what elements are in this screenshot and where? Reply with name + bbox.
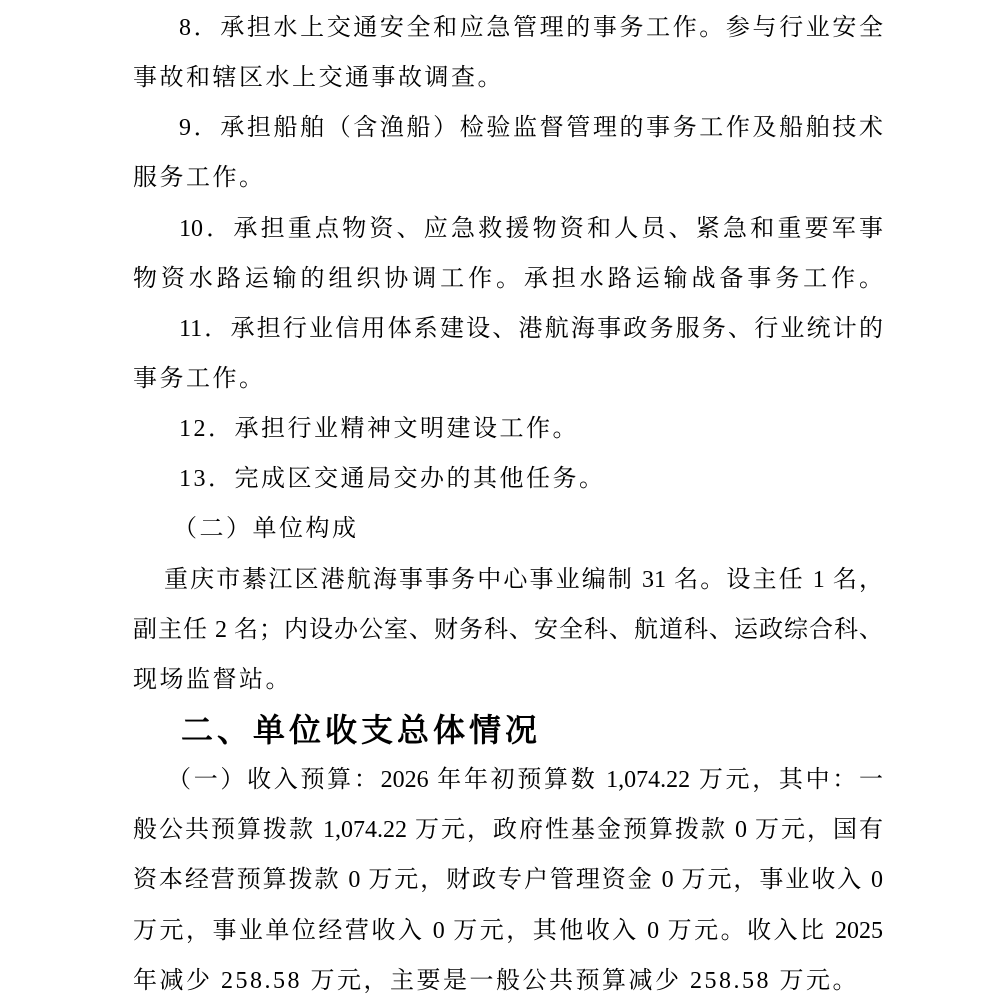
text-line: 二、单位收支总体情况 [181,711,542,748]
text-line: 事务工作。 [133,365,266,392]
text-line: 副主任 2 名；内设办公室、财务科、安全科、航道科、运政综合科、 [133,616,883,643]
text-line: 现场监督站。 [133,666,292,693]
text-line: 万元，事业单位经营收入 0 万元，其他收入 0 万元。收入比 2025 [133,917,883,944]
paragraph-duty-item-11 [133,304,883,404]
paragraph-duty-item-12 [133,404,883,454]
text-line: 物资水路运输的组织协调工作。承担水路运输战备事务工作。 [133,265,883,292]
text-line: （二）单位构成 [173,516,359,543]
text-line: 服务工作。 [133,165,266,192]
paragraph-duty-item-10 [133,204,883,304]
paragraph-income-budget-body [133,755,883,1006]
text-line: 11．承担行业信用体系建设、港航海事政务服务、行业统计的 [179,315,883,342]
text-line: 重庆市綦江区港航海事事务中心事业编制 31 名。设主任 1 名， [164,566,883,593]
text-line: 12．承担行业精神文明建设工作。 [179,416,579,443]
paragraph-subheading-unit-composition [133,504,883,554]
text-line: 10．承担重点物资、应急救援物资和人员、紧急和重要军事 [179,215,883,242]
paragraph-unit-composition-body [133,555,883,705]
text-line: 年减少 258.58 万元，主要是一般公共预算减少 258.58 万元。 [133,967,859,994]
text-line: 资本经营预算拨款 0 万元，财政专户管理资金 0 万元，事业收入 0 [133,867,883,894]
paragraph-duty-item-13 [133,454,883,504]
text-line: （一）收入预算：2026 年年初预算数 1,074.22 万元，其中：一 [167,767,883,794]
document-body [133,3,883,1006]
paragraph-section-heading-2 [133,705,883,755]
text-line: 事故和辖区水上交通事故调查。 [133,65,504,92]
text-line: 13．完成区交通局交办的其他任务。 [179,466,606,493]
text-line: 般公共预算拨款 1,074.22 万元，政府性基金预算拨款 0 万元，国有 [133,817,883,844]
paragraph-duty-item-9 [133,103,883,203]
paragraph-duty-item-8 [133,3,883,103]
text-line: 9．承担船舶（含渔船）检验监督管理的事务工作及船舶技术 [179,115,883,142]
text-line: 8．承担水上交通安全和应急管理的事务工作。参与行业安全 [179,15,883,41]
